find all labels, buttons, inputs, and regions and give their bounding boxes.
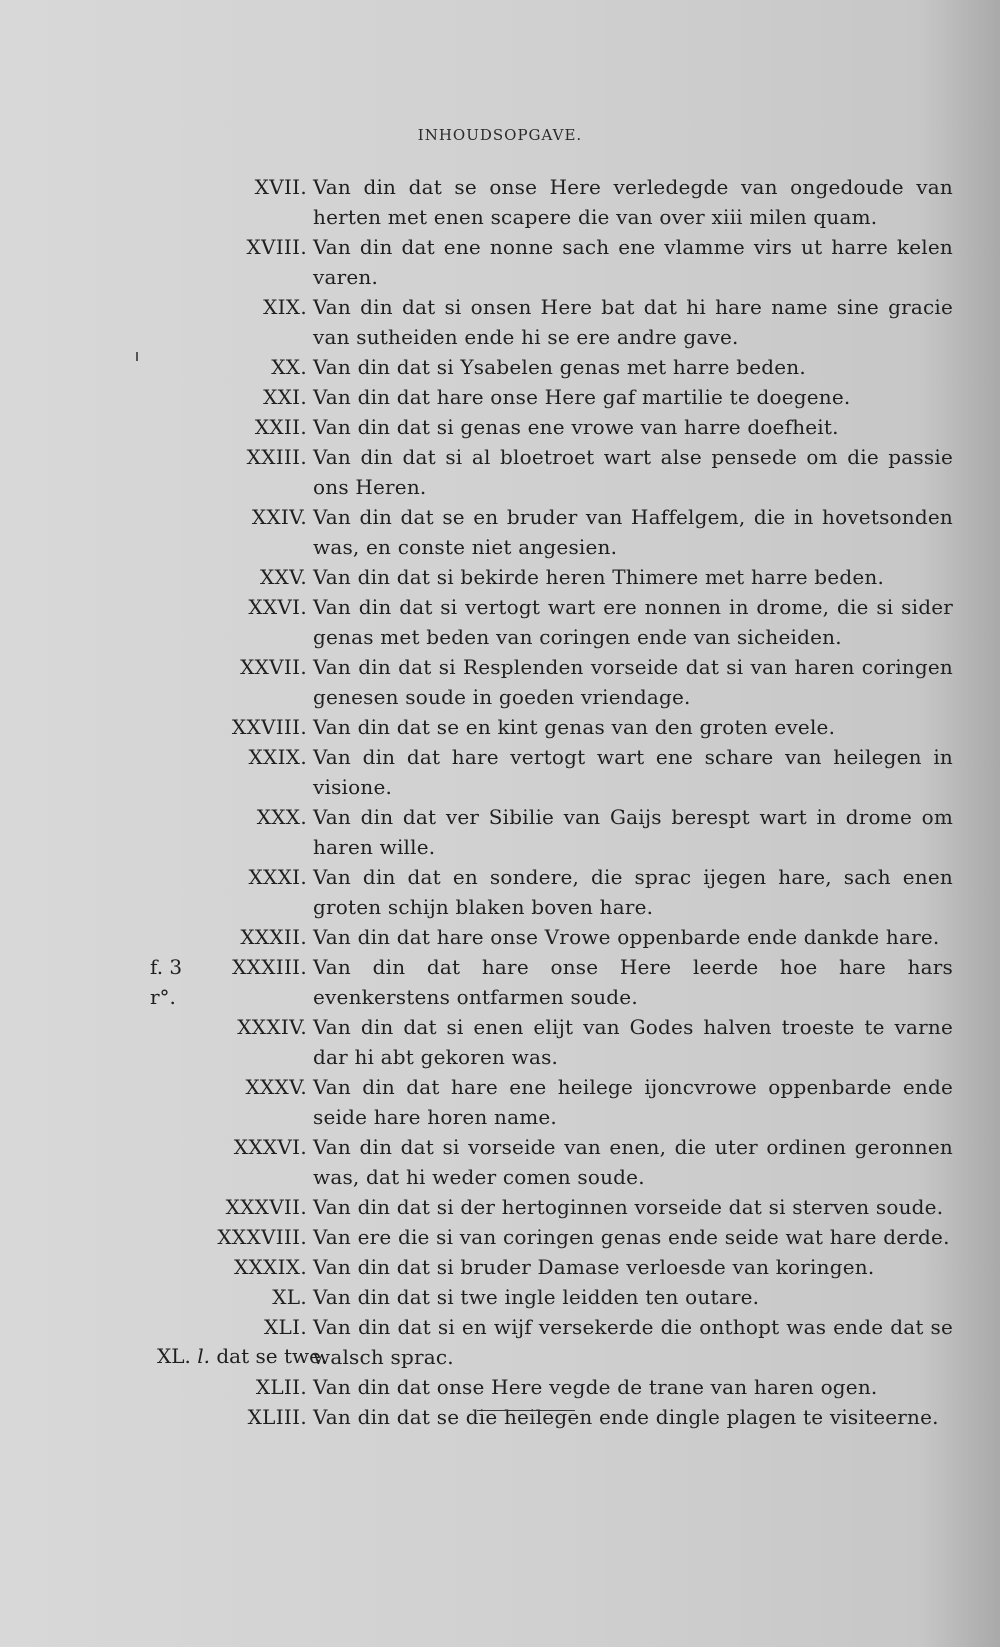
toc-entry xyxy=(0,952,1000,1012)
chapter-number: XXXIV. xyxy=(237,1015,307,1039)
footnote xyxy=(157,1341,327,1371)
chapter-title: Van din dat si bekirde heren Thimere met harre beden. xyxy=(313,565,885,589)
chapter-number: XLIII. xyxy=(247,1405,307,1429)
chapter-number: XXVI. xyxy=(248,595,307,619)
chapter-title: Van din dat si onsen Here bat dat hi hare name sine gracie van sutheiden ende hi se ere andre gave. xyxy=(313,295,953,349)
toc-entry xyxy=(0,1282,1000,1312)
chapter-number: XLII. xyxy=(255,1375,307,1399)
chapter-title: Van din dat si vorseide van enen, die uter ordinen geronnen was, dat hi weder comen soude. xyxy=(313,1135,953,1189)
toc-entry xyxy=(0,352,1000,382)
chapter-number: XXII. xyxy=(254,415,307,439)
toc-entry xyxy=(0,442,1000,502)
chapter-number: XL. xyxy=(272,1285,307,1309)
chapter-number: XXI. xyxy=(263,385,307,409)
chapter-title: Van din dat si bruder Damase verloesde van koringen. xyxy=(313,1255,875,1279)
chapter-title: Van din dat hare ene heilege ijoncvrowe oppenbarde ende seide hare horen name. xyxy=(313,1075,953,1129)
toc-entry xyxy=(0,1192,1000,1222)
chapter-number: XXIII. xyxy=(246,445,307,469)
toc-entry xyxy=(0,1132,1000,1192)
closing-rule xyxy=(477,1410,575,1411)
chapter-title: Van din dat se en bruder van Haffelgem, die in hovetsonden was, en conste niet angesien. xyxy=(313,505,953,559)
toc-entry xyxy=(0,1012,1000,1072)
chapter-number: XVII. xyxy=(254,175,307,199)
chapter-title: Van din dat si Ysabelen genas met harre beden. xyxy=(313,355,806,379)
chapter-number: XXXII. xyxy=(240,925,307,949)
chapter-title: Van din dat si der hertoginnen vorseide dat si sterven soude. xyxy=(313,1195,944,1219)
chapter-title: Van din dat si genas ene vrowe van harre doefheit. xyxy=(313,415,839,439)
chapter-title: Van din dat ver Sibilie van Gaijs berespt wart in drome om haren wille. xyxy=(313,805,953,859)
chapter-number: XXVII. xyxy=(240,655,307,679)
footnote-ref: XL. xyxy=(157,1344,191,1368)
toc-entry xyxy=(0,1312,1000,1372)
chapter-title: Van din dat si enen elijt van Godes halven troeste te varne dar hi abt gekoren was. xyxy=(313,1015,953,1069)
chapter-number: XXXVI. xyxy=(233,1135,307,1159)
chapter-number: XXVIII. xyxy=(231,715,307,739)
chapter-title: Van din dat si Resplenden vorseide dat si van haren coringen genesen soude in goeden vriendage. xyxy=(313,655,953,709)
toc-entry xyxy=(0,232,1000,292)
chapter-number: XXXIX. xyxy=(233,1255,307,1279)
toc-entry xyxy=(0,742,1000,802)
chapter-title: Van din dat si en wijf versekerde die onthopt was ende dat se walsch sprac. xyxy=(313,1315,953,1369)
chapter-title: Van ere die si van coringen genas ende seide wat hare derde. xyxy=(313,1225,950,1249)
chapter-number: XXIV. xyxy=(251,505,307,529)
chapter-number: XXX. xyxy=(256,805,307,829)
chapter-number: XXXIII. xyxy=(232,955,307,979)
footnote-text: dat se twe. xyxy=(216,1344,328,1368)
toc-entry xyxy=(0,292,1000,352)
toc-entry xyxy=(0,1402,1000,1432)
chapter-number: XXXVII. xyxy=(225,1195,307,1219)
chapter-title: Van din dat si al bloetroet wart alse pensede om die passie ons Heren. xyxy=(313,445,953,499)
chapter-title: Van din dat hare vertogt wart ene schare van heilegen in visione. xyxy=(313,745,953,799)
toc-entry xyxy=(0,802,1000,862)
chapter-number: XLI. xyxy=(264,1315,307,1339)
chapter-number: XXXI. xyxy=(248,865,307,889)
chapter-title: Van din dat ene nonne sach ene vlamme virs ut harre kelen varen. xyxy=(313,235,953,289)
chapter-title: Van din dat hare onse Here gaf martilie te doegene. xyxy=(313,385,851,409)
toc-entry xyxy=(0,652,1000,712)
chapter-title: Van din dat en sondere, die sprac ijegen hare, sach enen groten schijn blaken boven hare. xyxy=(313,865,953,919)
chapter-number: XX. xyxy=(271,355,307,379)
chapter-number: XXXVIII. xyxy=(217,1225,307,1249)
table-of-contents xyxy=(0,172,1000,1432)
toc-entry xyxy=(0,712,1000,742)
chapter-number: XXV. xyxy=(260,565,307,589)
chapter-number: XXXV. xyxy=(245,1075,307,1099)
toc-entry xyxy=(0,862,1000,922)
toc-entry xyxy=(0,562,1000,592)
chapter-title: Van din dat se die heilegen ende dingle plagen te visiteerne. xyxy=(313,1405,939,1429)
toc-entry xyxy=(0,382,1000,412)
chapter-number: XVIII. xyxy=(246,235,307,259)
toc-entry xyxy=(0,412,1000,442)
toc-entry xyxy=(0,592,1000,652)
chapter-title: Van din dat onse Here vegde de trane van haren ogen. xyxy=(313,1375,878,1399)
chapter-number: XXIX. xyxy=(248,745,307,769)
toc-entry xyxy=(0,1222,1000,1252)
chapter-title: Van din dat hare onse Here leerde hoe hare hars evenkerstens ontfarmen soude. xyxy=(313,955,953,1009)
toc-entry xyxy=(0,1252,1000,1282)
toc-entry xyxy=(0,502,1000,562)
chapter-title: Van din dat si vertogt wart ere nonnen in drome, die si sider genas met beden van coringen ende van sicheiden. xyxy=(313,595,953,649)
page-header: INHOUDSOPGAVE. xyxy=(417,126,583,144)
chapter-title: Van din dat se onse Here verledegde van ongedoude van herten met enen scapere die van over xiii milen quam. xyxy=(313,175,953,229)
chapter-title: Van din dat se en kint genas van den groten evele. xyxy=(313,715,836,739)
toc-entry xyxy=(0,922,1000,952)
footnote-abbr: l. xyxy=(197,1344,211,1368)
toc-entry xyxy=(0,172,1000,232)
chapter-number: XIX. xyxy=(263,295,307,319)
chapter-title: Van din dat si twe ingle leidden ten outare. xyxy=(313,1285,760,1309)
folio-margin-note: f. 3 r°. xyxy=(150,955,183,1009)
toc-entry xyxy=(0,1072,1000,1132)
toc-entry xyxy=(0,1372,1000,1402)
chapter-title: Van din dat hare onse Vrowe oppenbarde ende dankde hare. xyxy=(313,925,940,949)
